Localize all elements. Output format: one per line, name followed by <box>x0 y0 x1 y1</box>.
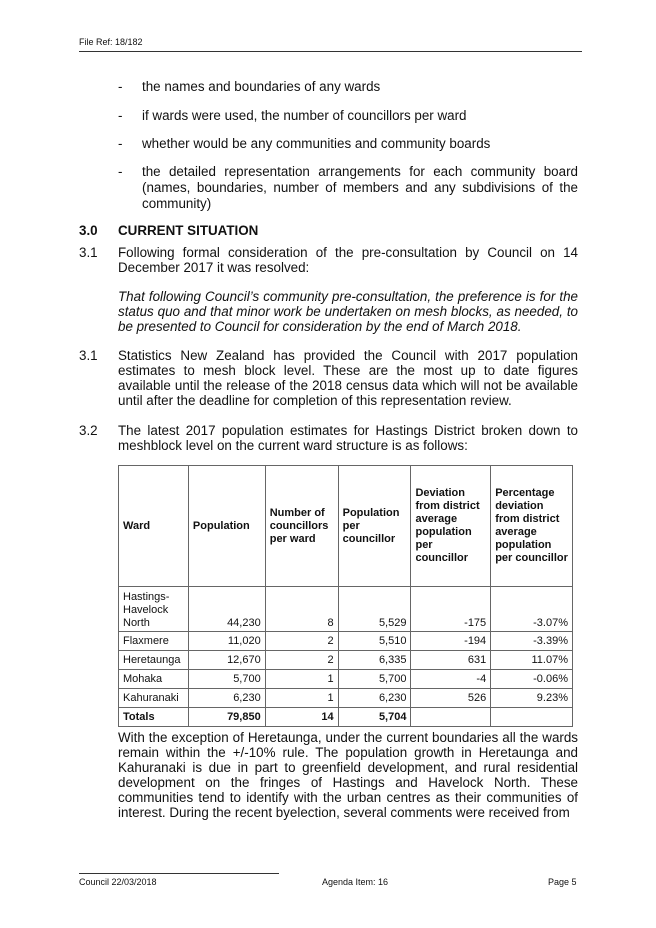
cell-councillors: 2 <box>265 651 338 670</box>
cell-pop-per-councillor: 6,335 <box>338 651 411 670</box>
table-row <box>119 587 573 632</box>
cell-councillors: 1 <box>265 670 338 689</box>
table-row <box>119 670 573 689</box>
list-item <box>118 108 578 124</box>
bullet-dash: - <box>118 79 123 94</box>
file-reference: File Ref: 18/182 <box>79 37 143 47</box>
cell-total-population: 79,850 <box>188 708 265 727</box>
paragraph: Following formal consideration of the pre-consultation by Council on 14 December 2017 it was resolved: <box>118 245 578 275</box>
cell-population: 5,700 <box>188 670 265 689</box>
cell-ward: Mohaka <box>119 670 189 689</box>
cell-pop-per-councillor: 5,700 <box>338 670 411 689</box>
resolution-quote: That following Council’s community pre-consultation, the preference is for the status quo and that minor work be undertaken on mesh blocks, as needed, to be presented to Council for consideration by the end of March 2018. <box>118 289 578 334</box>
header-population-per-councillor: Population per councillor <box>338 466 411 587</box>
table-row <box>119 632 573 651</box>
header-deviation: Deviation from district average population per councillor <box>411 466 491 587</box>
list-item-text: if wards were used, the number of councillors per ward <box>142 108 467 123</box>
cell-percentage: 9.23% <box>491 689 573 708</box>
table-row <box>119 651 573 670</box>
cell-total-councillors: 14 <box>265 708 338 727</box>
cell-percentage: 11.07% <box>491 651 573 670</box>
list-item <box>118 136 578 152</box>
cell-percentage: -3.39% <box>491 632 573 651</box>
paragraph-number: 3.1 <box>79 245 98 260</box>
cell-average-pop-per-councillor: 5,704 <box>338 708 411 727</box>
paragraph-number: 3.1 <box>79 348 98 363</box>
cell-pop-per-councillor: 6,230 <box>338 689 411 708</box>
list-item-text: whether would be any communities and community boards <box>142 136 491 151</box>
paragraph: The latest 2017 population estimates for Hastings District broken down to meshblock level on the current ward structure is as follows: <box>118 423 578 453</box>
cell-population: 6,230 <box>188 689 265 708</box>
cell-empty <box>411 708 491 727</box>
list-item-text: the detailed representation arrangements for each community board (names, boundaries, number of members and any subdivisions of the community) <box>142 164 578 211</box>
list-item-text: the names and boundaries of any wards <box>142 79 381 94</box>
cell-pop-per-councillor: 5,510 <box>338 632 411 651</box>
table-header-row <box>119 466 573 587</box>
footer-meeting: Council 22/03/2018 <box>79 877 157 887</box>
cell-percentage: -0.06% <box>491 670 573 689</box>
footer-page-number: Page 5 <box>548 877 577 887</box>
cell-population: 11,020 <box>188 632 265 651</box>
cell-deviation: -194 <box>411 632 491 651</box>
cell-ward: Heretaunga <box>119 651 189 670</box>
header-councillors: Number of councillors per ward <box>265 466 338 587</box>
footer-agenda-item: Agenda Item: 16 <box>322 877 389 887</box>
section-title: CURRENT SITUATION <box>118 223 259 238</box>
cell-totals-label: Totals <box>119 708 189 727</box>
list-item <box>118 79 578 95</box>
cell-councillors: 8 <box>265 587 338 632</box>
paragraph-number: 3.2 <box>79 423 98 438</box>
header-ward: Ward <box>119 466 189 587</box>
cell-deviation: -175 <box>411 587 491 632</box>
cell-ward: Hastings-Havelock North <box>119 587 189 632</box>
table-row <box>119 689 573 708</box>
cell-ward: Flaxmere <box>119 632 189 651</box>
paragraph: Statistics New Zealand has provided the Council with 2017 population estimates to mesh block level. These are the most up to date figures available until the release of the 2018 census data which will not be available until after the deadline for completion of this representation review. <box>118 348 578 408</box>
closing-paragraph: With the exception of Heretaunga, under the current boundaries all the wards remain within the +/-10% rule. The population growth in Heretaunga and Kahuranaki is due in part to greenfield development, and rural residential development on the fringes of Hastings and Havelock North. These communities tend to identify with the urban centres as their communities of interest. During the recent byelection, several comments were received from <box>118 730 578 820</box>
cell-councillors: 1 <box>265 689 338 708</box>
cell-percentage: -3.07% <box>491 587 573 632</box>
cell-pop-per-councillor: 5,529 <box>338 587 411 632</box>
table-totals-row <box>119 708 573 727</box>
footer-divider <box>79 873 279 874</box>
cell-deviation: 631 <box>411 651 491 670</box>
bullet-dash: - <box>118 108 123 123</box>
bullet-dash: - <box>118 164 123 179</box>
population-table <box>118 465 573 727</box>
cell-ward: Kahuranaki <box>119 689 189 708</box>
header-population: Population <box>188 466 265 587</box>
cell-empty <box>491 708 573 727</box>
section-number: 3.0 <box>79 223 98 238</box>
cell-population: 44,230 <box>188 587 265 632</box>
header-percentage-deviation: Percentage deviation from district average population per councillor <box>491 466 573 587</box>
cell-deviation: 526 <box>411 689 491 708</box>
cell-population: 12,670 <box>188 651 265 670</box>
list-item <box>118 164 578 212</box>
cell-deviation: -4 <box>411 670 491 689</box>
cell-councillors: 2 <box>265 632 338 651</box>
header-divider <box>79 51 582 52</box>
bullet-dash: - <box>118 136 123 151</box>
